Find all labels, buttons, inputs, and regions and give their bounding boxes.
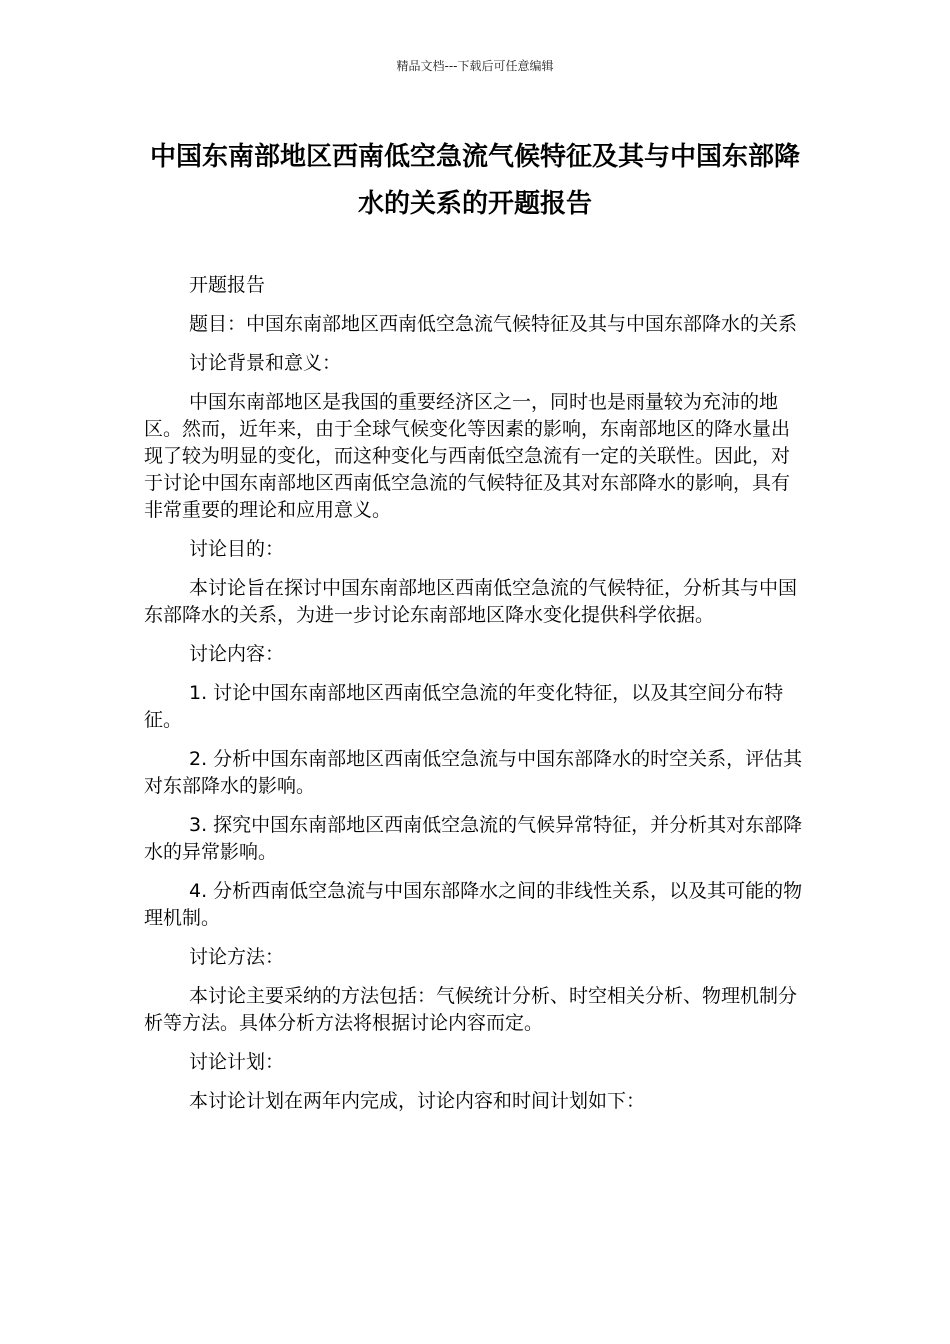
page-header-note: 精品文档---下载后可任意编辑 [396, 59, 554, 73]
purpose-paragraph: 本讨论旨在探讨中国东南部地区西南低空急流的气候特征，分析其与中国东部降水的关系，为进一步讨论东南部地区降水变化提供科学依据。 [144, 577, 798, 626]
section-heading-purpose: 讨论目的： [189, 538, 285, 560]
topic-paragraph: 题目：中国东南部地区西南低空急流气候特征及其与中国东部降水的关系 [189, 313, 798, 335]
content-item-4: 4. 分析西南低空急流与中国东部降水之间的非线性关系，以及其可能的物理机制。 [144, 880, 803, 929]
method-paragraph: 本讨论主要采纳的方法包括：气候统计分析、时空相关分析、物理机制分析等方法。具体分析方法将根据讨论内容而定。 [144, 985, 798, 1034]
section-label-report: 开题报告 [189, 274, 266, 296]
content-item-3: 3. 探究中国东南部地区西南低空急流的气候异常特征，并分析其对东部降水的异常影响。 [144, 814, 803, 863]
section-heading-method: 讨论方法： [189, 946, 285, 968]
section-heading-plan: 讨论计划： [189, 1051, 285, 1073]
content-item-1: 1. 讨论中国东南部地区西南低空急流的年变化特征，以及其空间分布特征。 [144, 682, 784, 731]
background-paragraph: 中国东南部地区是我国的重要经济区之一，同时也是雨量较为充沛的地区。然而，近年来，由于全球气候变化等因素的影响，东南部地区的降水量出现了较为明显的变化，而这种变化与西南低空急流有一定的关联性。因此，对于讨论中国东南部地区西南低空急流的气候特征及其对东部降水的影响，具有非常重要的理论和应用意义。 [144, 391, 791, 521]
content-item-2: 2. 分析中国东南部地区西南低空急流与中国东部降水的时空关系，评估其对东部降水的影响。 [144, 748, 803, 797]
section-heading-content: 讨论内容： [189, 643, 285, 665]
document-title: 中国东南部地区西南低空急流气候特征及其与中国东部降水的关系的开题报告 [149, 142, 800, 219]
plan-paragraph: 本讨论计划在两年内完成，讨论内容和时间计划如下： [189, 1090, 646, 1112]
section-heading-background: 讨论背景和意义： [189, 352, 342, 374]
document-body [144, 272, 806, 1127]
